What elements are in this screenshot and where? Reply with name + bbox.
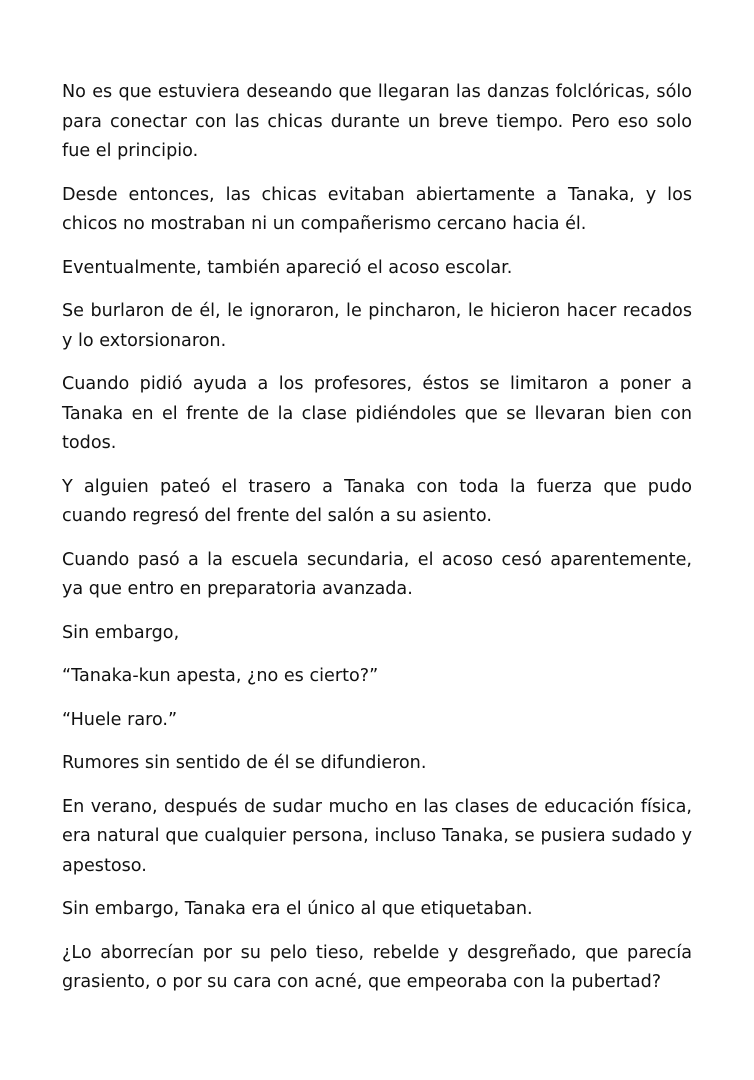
paragraph: Sin embargo, xyxy=(62,622,180,643)
paragraph: Desde entonces, las chicas evitaban abiertamente a Tanaka, y los chicos no mostraban ni un compañerismo cercano hacia él. xyxy=(62,184,692,234)
paragraph: No es que estuviera deseando que llegaran las danzas folclóricas, sólo para conectar con las chicas durante un breve tiempo. Pero eso solo fue el principio. xyxy=(62,82,692,161)
paragraph: Cuando pasó a la escuela secundaria, el acoso cesó aparentemente, ya que entro en preparatoria avanzada. xyxy=(62,549,692,599)
paragraph: Se burlaron de él, le ignoraron, le pincharon, le hicieron hacer recados y lo extorsionaron. xyxy=(62,301,692,351)
paragraph: En verano, después de sudar mucho en las clases de educación física, era natural que cualquier persona, incluso Tanaka, se pusiera sudado y apestoso. xyxy=(62,796,692,876)
paragraph: Eventualmente, también apareció el acoso escolar. xyxy=(62,257,513,278)
paragraph: ¿Lo aborrecían por su pelo tieso, rebelde y desgreñado, que parecía grasiento, o por su cara con acné, que empeoraba con la pubertad? xyxy=(62,942,692,992)
paragraph: Cuando pidió ayuda a los profesores, éstos se limitaron a poner a Tanaka en el frente de la clase pidiéndoles que se llevaran bien con todos. xyxy=(62,374,692,453)
dialogue-line: “Huele raro.” xyxy=(62,709,178,730)
paragraph: Rumores sin sentido de él se difundieron. xyxy=(62,753,427,773)
document-page xyxy=(62,78,692,1012)
paragraph: Sin embargo, Tanaka era el único al que etiquetaban. xyxy=(62,899,533,919)
dialogue-line: “Tanaka-kun apesta, ¿no es cierto?” xyxy=(62,666,379,686)
paragraph: Y alguien pateó el trasero a Tanaka con toda la fuerza que pudo cuando regresó del frente del salón a su asiento. xyxy=(62,476,692,526)
